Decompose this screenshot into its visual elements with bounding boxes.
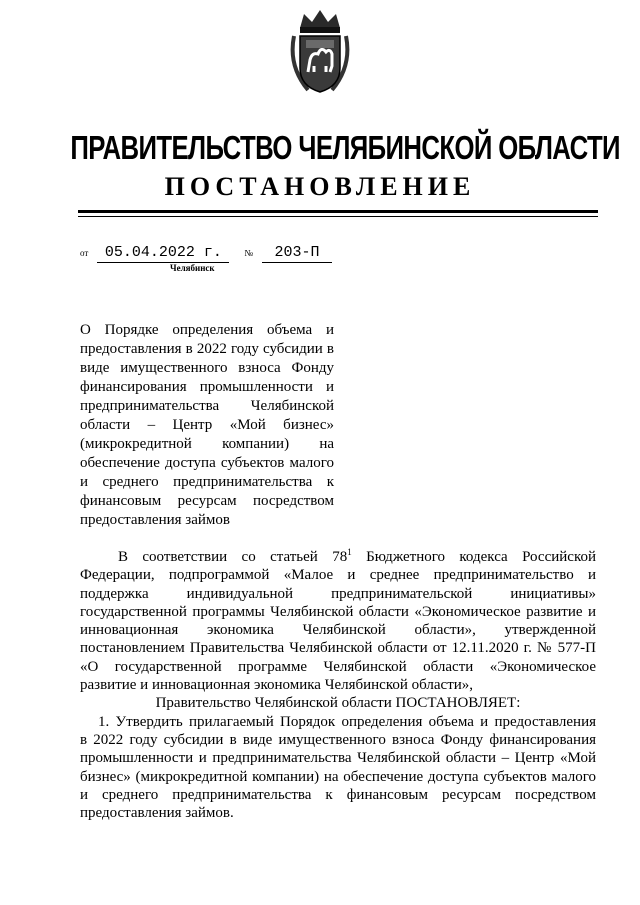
header-rule-thick — [78, 210, 598, 213]
document-body — [80, 548, 596, 822]
resolves-line: Правительство Челябинской области ПОСТАНОВЛЯЕТ: — [155, 695, 521, 712]
subject-line: виде имущественного взноса Фонду — [80, 360, 334, 376]
subject-line: финансовым ресурсам посредством — [80, 493, 334, 509]
paragraph-text: В соответствии со статьей 78 — [118, 549, 348, 565]
article-superscript: 1 — [347, 547, 352, 557]
header-rule-thin — [78, 216, 598, 217]
number-prefix: № — [244, 248, 253, 258]
date-prefix: от — [80, 248, 89, 258]
item-line: бизнес» (микрокредитной компании) на обеспечение доступа субъектов малого — [80, 768, 596, 785]
paragraph-line: инновационная экономика Челябинской области», утвержденной — [80, 622, 596, 639]
paragraph-line: постановлением Правительства Челябинской области от 12.11.2020 г. № 577-П — [80, 640, 596, 657]
paragraph-text: Бюджетного кодекса Российской — [351, 549, 596, 565]
subject-line: и среднего предпринимательства к — [80, 474, 334, 490]
paragraph-line: Федерации, подпрограммой «Малое и среднее предпринимательство и — [80, 567, 596, 584]
item-line: промышленности и предпринимательства Челябинской области – Центр «Мой — [80, 750, 596, 767]
subject-line: предпринимательства Челябинской — [80, 398, 334, 414]
document-type: ПОСТАНОВЛЕНИЕ — [164, 172, 476, 201]
subject-line: (микрокредитной компании) на — [80, 436, 334, 452]
item-line: предоставления займов. — [80, 805, 234, 822]
subject-line: обеспечение доступа субъектов малого — [80, 455, 334, 471]
subject-line: области – Центр «Мой бизнес» — [80, 417, 334, 433]
item-line: 1. Утвердить прилагаемый Порядок определения объема и предоставления — [98, 713, 596, 730]
subject-line: финансирования промышленности и — [80, 379, 334, 395]
subject-line: предоставления займов — [80, 512, 230, 528]
document-date: 05.04.2022 г. — [97, 244, 229, 263]
city: Челябинск — [170, 263, 215, 273]
organization-title: ПРАВИТЕЛЬСТВО ЧЕЛЯБИНСКОЙ ОБЛАСТИ — [70, 129, 620, 166]
subject-line: предоставления в 2022 году субсидии в — [80, 341, 334, 357]
item-line: и среднего предпринимательства к финансовым ресурсам посредством — [80, 786, 596, 803]
item-line: в 2022 году субсидии в виде имущественного взноса Фонду финансирования — [80, 731, 596, 748]
subject-block — [80, 321, 334, 530]
subject-line: О Порядке определения объема и — [80, 322, 334, 338]
date-row — [80, 244, 332, 263]
paragraph-line — [80, 548, 596, 566]
paragraph-line: развитие и инновационная экономика Челябинской области», — [80, 677, 474, 694]
coat-of-arms-icon — [286, 6, 354, 98]
paragraph-line: государственной программы Челябинской области «Экономическое развитие и — [80, 603, 596, 620]
paragraph-line: «О государственной программе Челябинской области «Экономическое — [80, 658, 596, 675]
paragraph-line: поддержка индивидуальной предпринимательской инициативы» — [80, 585, 596, 602]
document-number: 203-П — [262, 244, 332, 263]
